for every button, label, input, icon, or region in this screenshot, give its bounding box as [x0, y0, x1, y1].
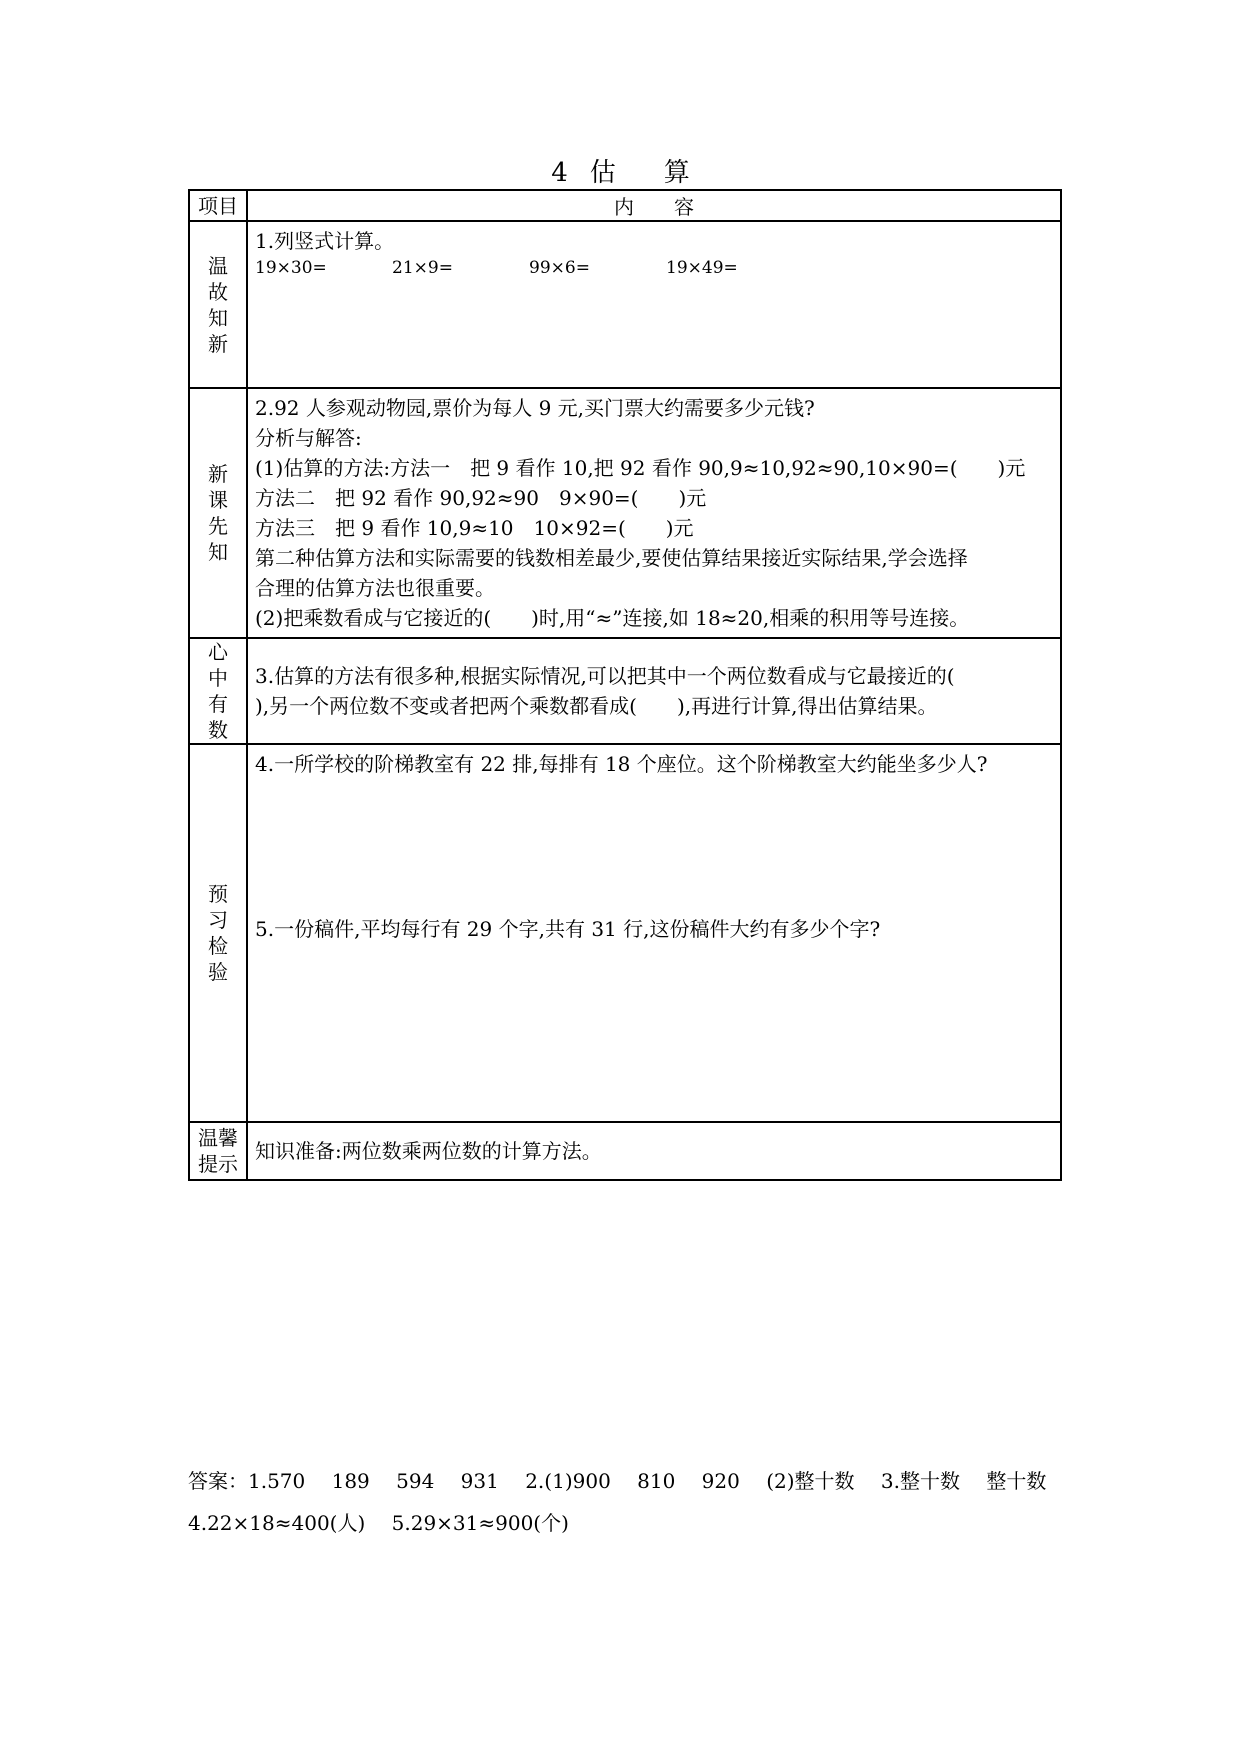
title-word-2: 算 — [663, 158, 690, 188]
section-content-summary — [247, 638, 1061, 744]
analysis-label: 分析与解答: — [255, 426, 362, 450]
section-review-row — [189, 221, 1061, 388]
section-preview-row — [189, 388, 1061, 638]
section-tip-row — [189, 1122, 1061, 1180]
header-content: 内 容 — [247, 190, 1061, 221]
comparison-text-cont: 合理的估算方法也很重要。 — [255, 576, 495, 600]
page-title — [0, 152, 1241, 189]
method-3: 方法三 把 9 看作 10,9≈10 10×92=( )元 — [255, 516, 694, 540]
comparison-text: 第二种估算方法和实际需要的钱数相差最少,要使估算结果接近实际结果,学会选择 — [255, 546, 968, 570]
question-5: 5.一份稿件,平均每行有 29 个字,共有 31 行,这份稿件大约有多少个字? — [255, 917, 881, 941]
section-label-check: 预习检验 — [189, 744, 247, 1122]
table-header-row — [189, 190, 1061, 221]
answer-line-1: 答案：1.570 189 594 931 2.(1)900 810 920 (2)整十数 3.整十数 整十数 — [188, 1469, 1047, 1493]
calc-item: 19×49= — [666, 258, 738, 278]
section-content-review — [247, 221, 1061, 388]
question-3-cont: ),另一个两位数不变或者把两个乘数都看成( ),再进行计算,得出估算结果。 — [255, 694, 938, 718]
question-2: 2.92 人参观动物园,票价为每人 9 元,买门票大约需要多少元钱? — [255, 396, 815, 420]
section-content-tip — [247, 1122, 1061, 1180]
rule-text: (2)把乘数看成与它接近的( )时,用“≈”连接,如 18≈20,相乘的积用等号连接。 — [255, 606, 970, 630]
title-number: 4 — [551, 158, 568, 188]
answer-line-2: 4.22×18≈400(人) 5.29×31≈900(个) — [188, 1511, 569, 1535]
calc-item: 99×6= — [529, 258, 590, 278]
question-4: 4.一所学校的阶梯教室有 22 排,每排有 18 个座位。这个阶梯教室大约能坐多少人? — [255, 752, 988, 776]
section-summary-row — [189, 638, 1061, 744]
section-content-check — [247, 744, 1061, 1122]
section-check-row — [189, 744, 1061, 1122]
calc-list — [255, 256, 1054, 280]
calc-item: 19×30= — [255, 258, 327, 278]
calc-item: 21×9= — [392, 258, 453, 278]
lesson-table — [188, 189, 1062, 1181]
section-label-summary: 心中有数 — [189, 638, 247, 744]
section-label-review: 温故知新 — [189, 221, 247, 388]
header-item: 项目 — [189, 190, 247, 221]
question-3: 3.估算的方法有很多种,根据实际情况,可以把其中一个两位数看成与它最接近的( — [255, 664, 955, 688]
method-2: 方法二 把 92 看作 90,92≈90 9×90=( )元 — [255, 486, 707, 510]
section-label-preview: 新课先知 — [189, 388, 247, 638]
tip-text: 知识准备:两位数乘两位数的计算方法。 — [255, 1139, 602, 1163]
title-word-1: 估 — [589, 158, 616, 188]
section-content-preview — [247, 388, 1061, 638]
section-label-tip: 温馨提示 — [189, 1122, 247, 1180]
method-1: (1)估算的方法:方法一 把 9 看作 10,把 92 看作 90,9≈10,92≈90,10×90=( )元 — [255, 456, 1026, 480]
answer-key — [188, 1460, 1046, 1544]
question-1: 1.列竖式计算。 — [255, 229, 395, 253]
